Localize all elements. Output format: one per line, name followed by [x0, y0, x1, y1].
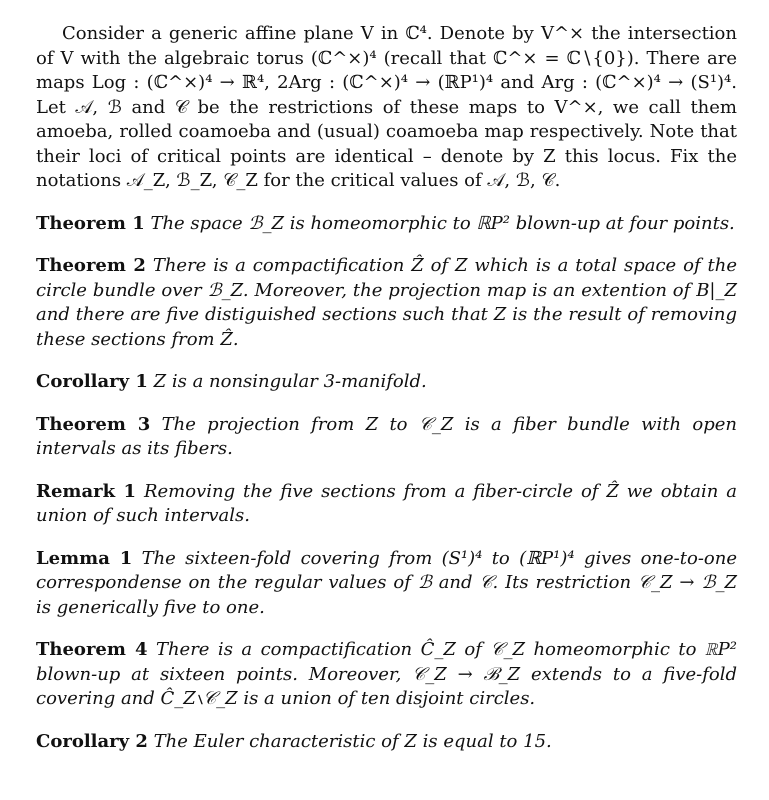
statement-heading: Theorem 4	[36, 639, 148, 660]
statement-heading: Theorem 3	[36, 413, 151, 435]
corollary-2	[36, 730, 737, 755]
theorem-1	[36, 212, 737, 237]
statement-body: There is a compactification Ĉ_Z of 𝒞_Z homeomorphic to ℝP² blown-up at sixteen points. Moreover, 𝒞_Z → ℬ_Z extends to a five-fold covering and Ĉ_Z∖𝒞_Z is a union of ten disjoint circles.	[36, 639, 737, 709]
statement-body: The space ℬ_Z is homeomorphic to ℝP² blown-up at four points.	[150, 212, 735, 234]
statement-heading: Lemma 1	[36, 547, 133, 569]
theorem-3	[36, 413, 737, 462]
statement-heading: Remark 1	[36, 480, 137, 502]
statement-body: The sixteen-fold covering from (S¹)⁴ to (ℝP¹)⁴ gives one-to-one correspondense on the regular values of ℬ and 𝒞. Its restriction 𝒞_Z → ℬ_Z is generically five to one.	[36, 547, 737, 618]
remark-1	[36, 480, 737, 529]
statement-body: The projection from Z to 𝒞_Z is a fiber bundle with open intervals as its fibers.	[36, 413, 737, 459]
intro-paragraph: Consider a generic affine plane V in ℂ⁴. Denote by V^× the intersection of V with the algebraic torus (ℂ^×)⁴ (recall that ℂ^× = ℂ∖{0}). There are maps Log : (ℂ^×)⁴ → ℝ⁴, 2Arg : (ℂ^×)⁴ → (ℝP¹)⁴ and Arg : (ℂ^×)⁴ → (S¹)⁴. Let 𝒜, ℬ and 𝒞 be the restrictions of these maps to V^×, we call them amoeba, rolled coamoeba and (usual) coamoeba map respectively. Note that their loci of critical points are identical – denote by Z this locus. Fix the notations 𝒜_Z, ℬ_Z, 𝒞_Z for the critical values of 𝒜, ℬ, 𝒞.	[36, 23, 737, 191]
statement-body: Removing the five sections from a fiber-circle of Ẑ we obtain a union of such intervals.	[36, 480, 737, 526]
statement-body: Z is a nonsingular 3-manifold.	[153, 371, 427, 392]
statement-heading: Corollary 1	[36, 371, 148, 392]
statement-body: The Euler characteristic of Z is equal to 15.	[153, 730, 552, 752]
corollary-1	[36, 370, 737, 395]
statement-heading: Theorem 1	[36, 212, 145, 234]
statement-heading: Corollary 2	[36, 730, 148, 752]
statement-heading: Theorem 2	[36, 255, 146, 276]
theorem-2	[36, 254, 737, 352]
theorem-4	[36, 638, 737, 712]
lemma-1	[36, 547, 737, 621]
statement-body: There is a compactification Ẑ of Z which is a total space of the circle bundle over ℬ_Z. Moreover, the projection map is an extention of B|_Z and there are five distiguished sections such that Z is the result of removing these sections from Ẑ.	[36, 255, 737, 350]
